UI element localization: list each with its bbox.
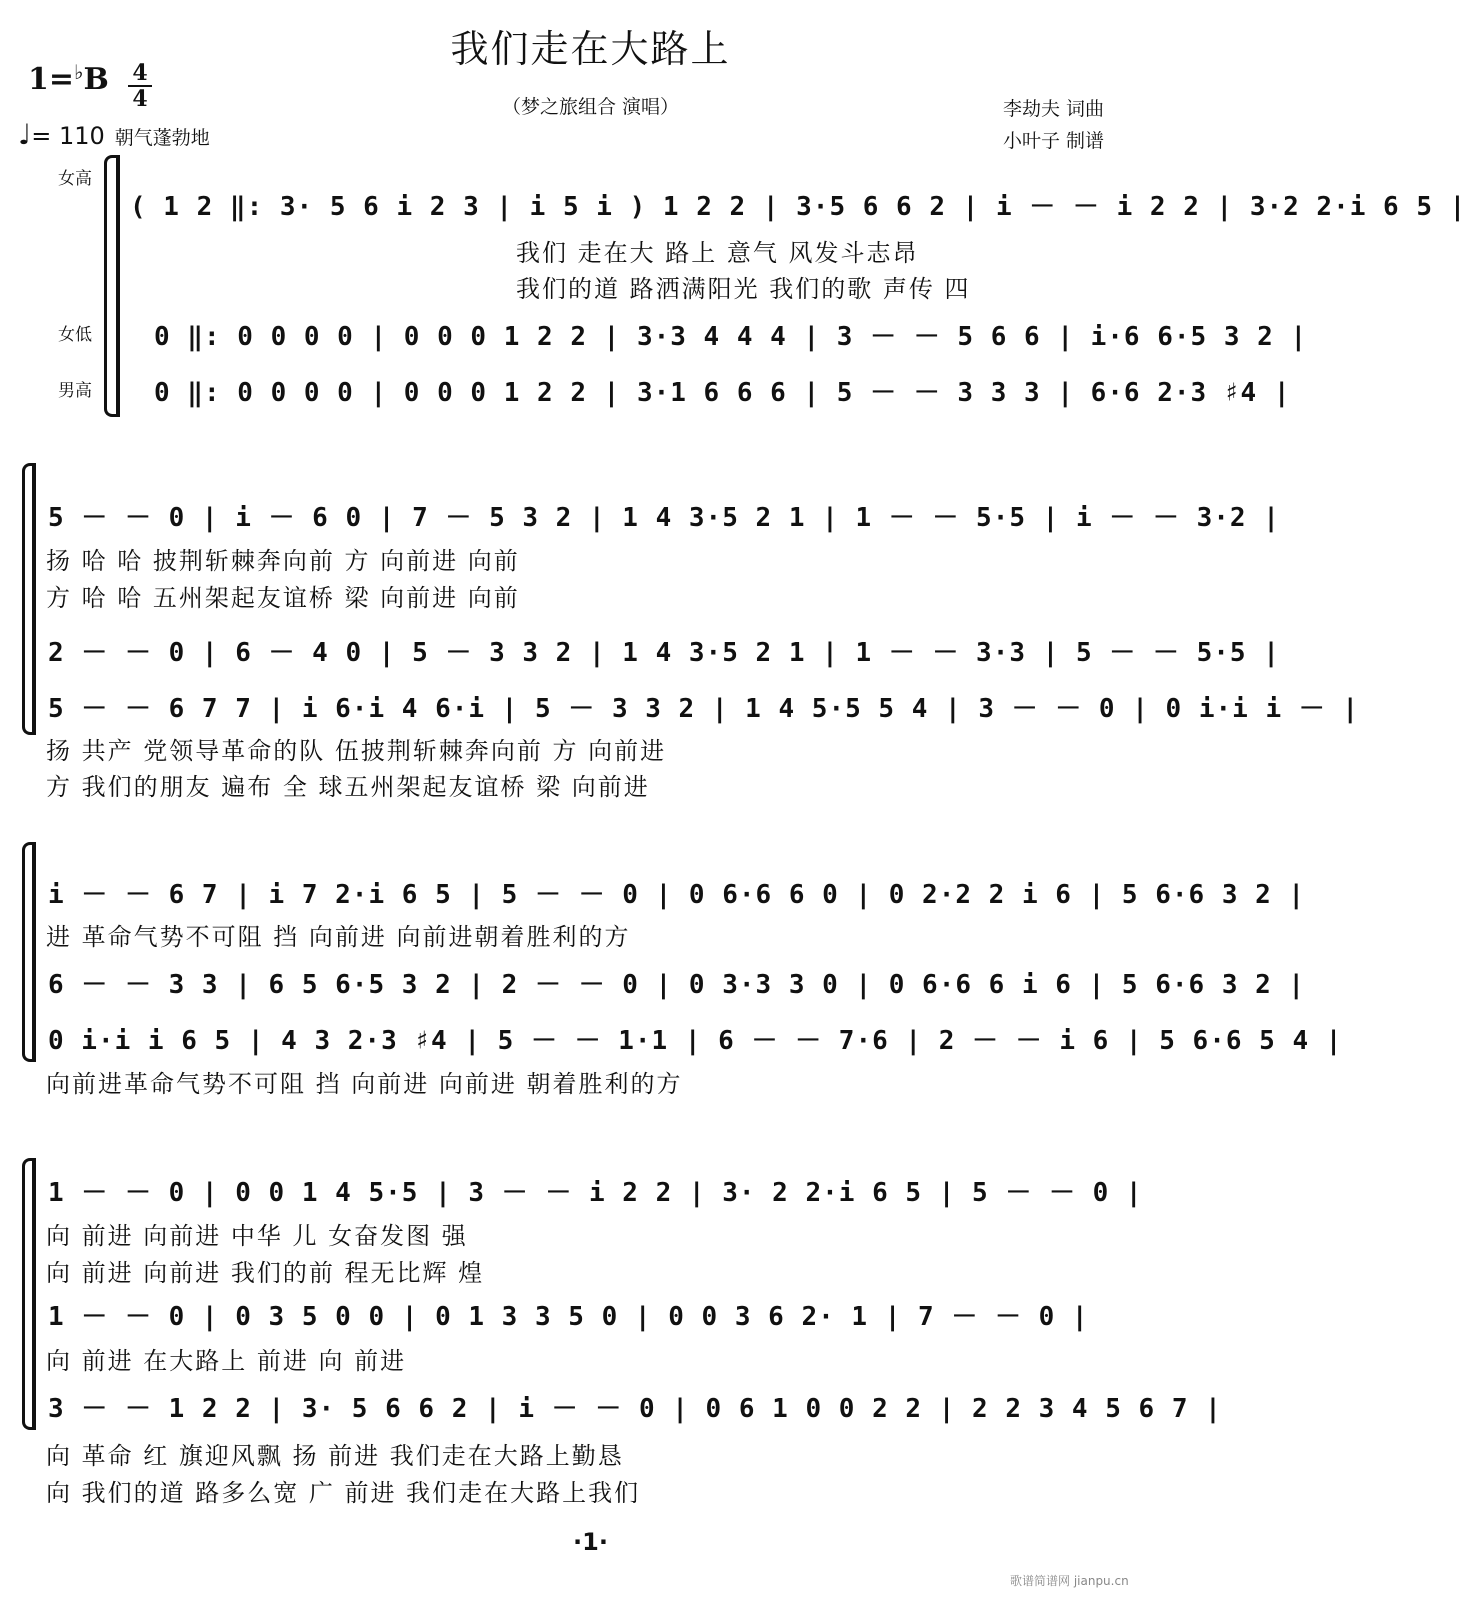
system-3-tenor-notes: 0 i·i i 6 5 | 4 3 2·3 ♯4 | 5 － － 1·1 | 6 － － 7·6 | 2 － － i 6 | 5 6·6 5 4 | <box>48 1026 1343 1056</box>
system-3-bracket <box>22 842 35 1062</box>
system-2-tenor-notes: 5 － － 6 7 7 | i 6·i 4 6·i | 5 － 3 3 2 | 1 4 5·5 5 4 | 3 － － 0 | 0 i·i i － | <box>48 694 1360 724</box>
time-signature <box>128 62 152 110</box>
key-note: B <box>83 62 109 97</box>
page-title: 我们走在大路上 <box>450 27 731 71</box>
system-1-soprano-lyrics-1: 我们 走在大 路上 意气 风发斗志昂 <box>516 239 919 267</box>
system-3-soprano-notes: i － － 6 7 | i 7 2·i 6 5 | 5 － － 0 | 0 6·6 6 0 | 0 2·2 2 i 6 | 5 6·6 3 2 | <box>48 880 1306 910</box>
key-prefix: 1= <box>28 62 75 97</box>
part-label-alto: 女低 <box>58 325 92 345</box>
system-3-tenor-lyrics-1: 向前进革命气势不可阻 挡 向前进 向前进 朝着胜利的方 <box>46 1070 683 1098</box>
system-4-tenor-notes: 3 － － 1 2 2 | 3· 5 6 6 2 | i － － 0 | 0 6 1 0 0 2 2 | 2 2 3 4 5 6 7 | <box>48 1394 1222 1424</box>
system-2-tenor-lyrics-1: 扬 共产 党领导革命的队 伍披荆斩棘奔向前 方 向前进 <box>46 737 667 765</box>
system-4-bracket <box>22 1158 35 1430</box>
system-2-bracket <box>22 463 35 735</box>
system-4-tenor-lyrics-2: 向 我们的道 路多么宽 广 前进 我们走在大路上我们 <box>46 1479 641 1507</box>
part-label-soprano: 女高 <box>58 169 92 189</box>
system-4-soprano-notes: 1 － － 0 | 0 0 1 4 5·5 | 3 － － i 2 2 | 3· 2 2·i 6 5 | 5 － － 0 | <box>48 1178 1143 1208</box>
system-2-soprano-lyrics-2: 方 哈 哈 五州架起友谊桥 梁 向前进 向前 <box>46 584 520 612</box>
system-4-tenor-lyrics-1: 向 革命 红 旗迎风飘 扬 前进 我们走在大路上勤恳 <box>46 1442 624 1470</box>
expression-mark: 朝气蓬勃地 <box>114 127 210 149</box>
lyricist-composer-credit: 李劫夫 词曲 <box>1003 98 1105 120</box>
system-1-soprano-lyrics-2: 我们的道 路洒满阳光 我们的歌 声传 四 <box>516 275 971 303</box>
system-4-soprano-lyrics-1: 向 前进 向前进 中华 儿 女奋发图 强 <box>46 1222 468 1250</box>
key-signature <box>28 62 109 97</box>
time-top: 4 <box>132 60 148 86</box>
subtitle: （梦之旅组合 演唱） <box>501 96 680 118</box>
tempo-marking <box>18 118 210 151</box>
system-1-alto-notes: 0 ‖: 0 0 0 0 | 0 0 0 1 2 2 | 3·3 4 4 4 | 3 － － 5 6 6 | i·6 6·5 3 2 | <box>154 322 1308 352</box>
system-3-alto-notes: 6 － － 3 3 | 6 5 6·5 3 2 | 2 － － 0 | 0 3·3 3 0 | 0 6·6 6 i 6 | 5 6·6 3 2 | <box>48 970 1306 1000</box>
system-4-alto-lyrics-1: 向 前进 在大路上 前进 向 前进 <box>46 1347 407 1375</box>
system-4-soprano-lyrics-2: 向 前进 向前进 我们的前 程无比辉 煌 <box>46 1259 485 1287</box>
tempo-value: = 110 <box>31 122 105 150</box>
part-label-tenor: 男高 <box>58 381 92 401</box>
arranger-credit: 小叶子 制谱 <box>1003 130 1105 152</box>
system-4-alto-notes: 1 － － 0 | 0 3 5 0 0 | 0 1 3 3 5 0 | 0 0 3 6 2· 1 | 7 － － 0 | <box>48 1302 1089 1332</box>
system-1-bracket <box>104 155 117 417</box>
system-1-soprano-notes: ( 1 2 ‖: 3· 5 6 i 2 3 | i 5 i ) 1 2 2 | 3·5 6 6 2 | i － － i 2 2 | 3·2 2·i 6 5 | <box>130 192 1466 222</box>
watermark: 歌谱简谱网 jianpu.cn <box>1010 1574 1129 1588</box>
time-bottom: 4 <box>132 86 148 112</box>
system-1-tenor-notes: 0 ‖: 0 0 0 0 | 0 0 0 1 2 2 | 3·1 6 6 6 | 5 － － 3 3 3 | 6·6 2·3 ♯4 | <box>154 378 1291 408</box>
system-2-tenor-lyrics-2: 方 我们的朋友 遍布 全 球五州架起友谊桥 梁 向前进 <box>46 773 650 801</box>
system-2-alto-notes: 2 － － 0 | 6 － 4 0 | 5 － 3 3 2 | 1 4 3·5 2 1 | 1 － － 3·3 | 5 － － 5·5 | <box>48 638 1280 668</box>
system-2-soprano-lyrics-1: 扬 哈 哈 披荆斩棘奔向前 方 向前进 向前 <box>46 547 520 575</box>
flat-icon: ♭ <box>74 60 84 84</box>
page-number: ·1· <box>573 1528 608 1556</box>
system-3-soprano-lyrics-1: 进 革命气势不可阻 挡 向前进 向前进朝着胜利的方 <box>46 923 631 951</box>
quarter-note-icon: ♩ <box>18 118 32 151</box>
system-2-soprano-notes: 5 － － 0 | i － 6 0 | 7 － 5 3 2 | 1 4 3·5 2 1 | 1 － － 5·5 | i － － 3·2 | <box>48 503 1280 533</box>
